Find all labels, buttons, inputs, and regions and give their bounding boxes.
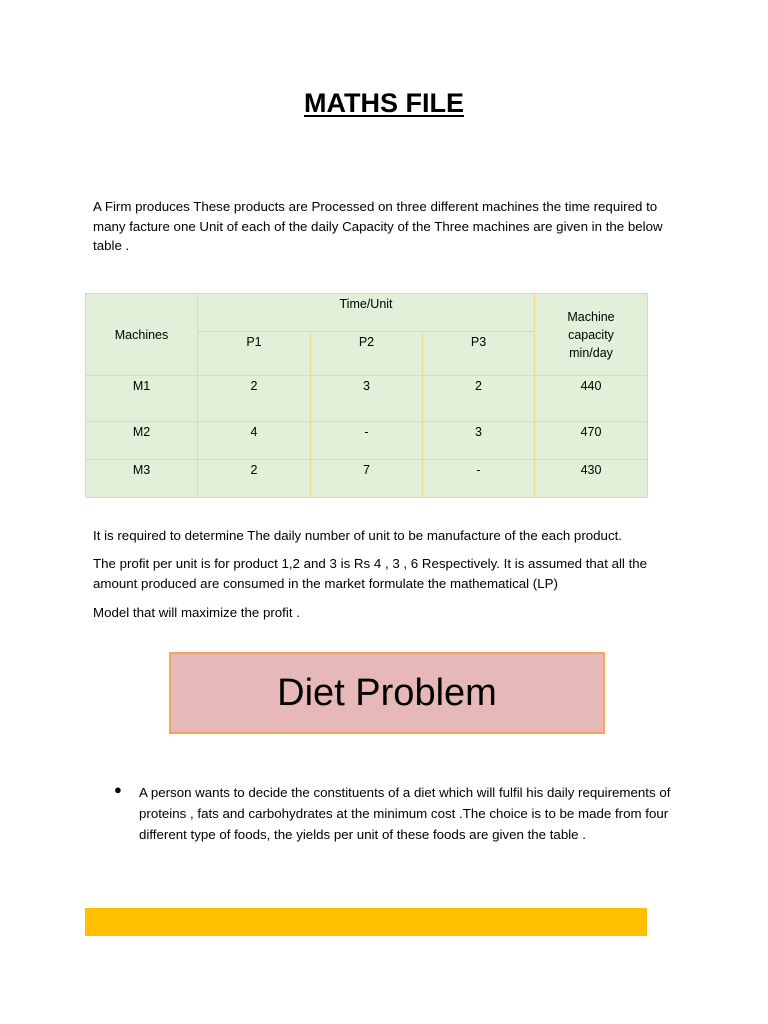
table-row — [86, 422, 648, 460]
row-p1-cell: 4 — [198, 422, 311, 460]
header-capacity: Machine capacity min/day — [535, 294, 648, 376]
row-capacity-cell: 470 — [535, 422, 648, 460]
diet-problem-heading: Diet Problem — [277, 671, 497, 714]
requirement-paragraph: It is required to determine The daily number of unit to be manufacture of the each product. — [93, 528, 622, 543]
header-product-p1: P1 — [198, 332, 311, 376]
row-p3-cell: 2 — [423, 376, 535, 422]
row-p1-cell: 2 — [198, 460, 311, 498]
row-p2-cell: 3 — [311, 376, 423, 422]
header-product-p3: P3 — [423, 332, 535, 376]
header-machines: Machines — [86, 294, 198, 376]
row-p3-cell: 3 — [423, 422, 535, 460]
row-p1-cell: 2 — [198, 376, 311, 422]
header-time-unit: Time/Unit — [198, 294, 535, 332]
document-title: MATHS FILE — [304, 88, 464, 118]
row-p2-cell: 7 — [311, 460, 423, 498]
profit-paragraph: The profit per unit is for product 1,2 and 3 is Rs 4 , 3 , 6 Respectively. It is assumed that all the amount produced are consumed in the market formulate the mathematical (LP) — [93, 556, 648, 591]
row-capacity-cell: 440 — [535, 376, 648, 422]
intro-paragraph: A Firm produces These products are Processed on three different machines the time required to many facture one Unit of each of the daily Capacity of the Three machines are given in the below table . — [93, 199, 663, 253]
row-p3-cell: - — [423, 460, 535, 498]
bullet-icon: ● — [114, 782, 122, 797]
row-machine-cell: M2 — [86, 422, 198, 460]
model-paragraph: Model that will maximize the profit . — [93, 605, 300, 620]
diet-bullet-text: A person wants to decide the constituents of a diet which will fulfil his daily requirements of proteins , fats and carbohydrates at the minimum cost .The choice is to be made from four different type of foods, the yields per unit of these foods are given the table . — [139, 785, 671, 842]
row-machine-cell: M1 — [86, 376, 198, 422]
row-machine-cell: M3 — [86, 460, 198, 498]
table-row — [86, 460, 648, 498]
row-capacity-cell: 430 — [535, 460, 648, 498]
diet-problem-banner — [169, 652, 605, 734]
machine-time-table — [85, 293, 648, 498]
highlight-bar — [85, 908, 647, 936]
header-product-p2: P2 — [311, 332, 423, 376]
table-row — [86, 376, 648, 422]
row-p2-cell: - — [311, 422, 423, 460]
